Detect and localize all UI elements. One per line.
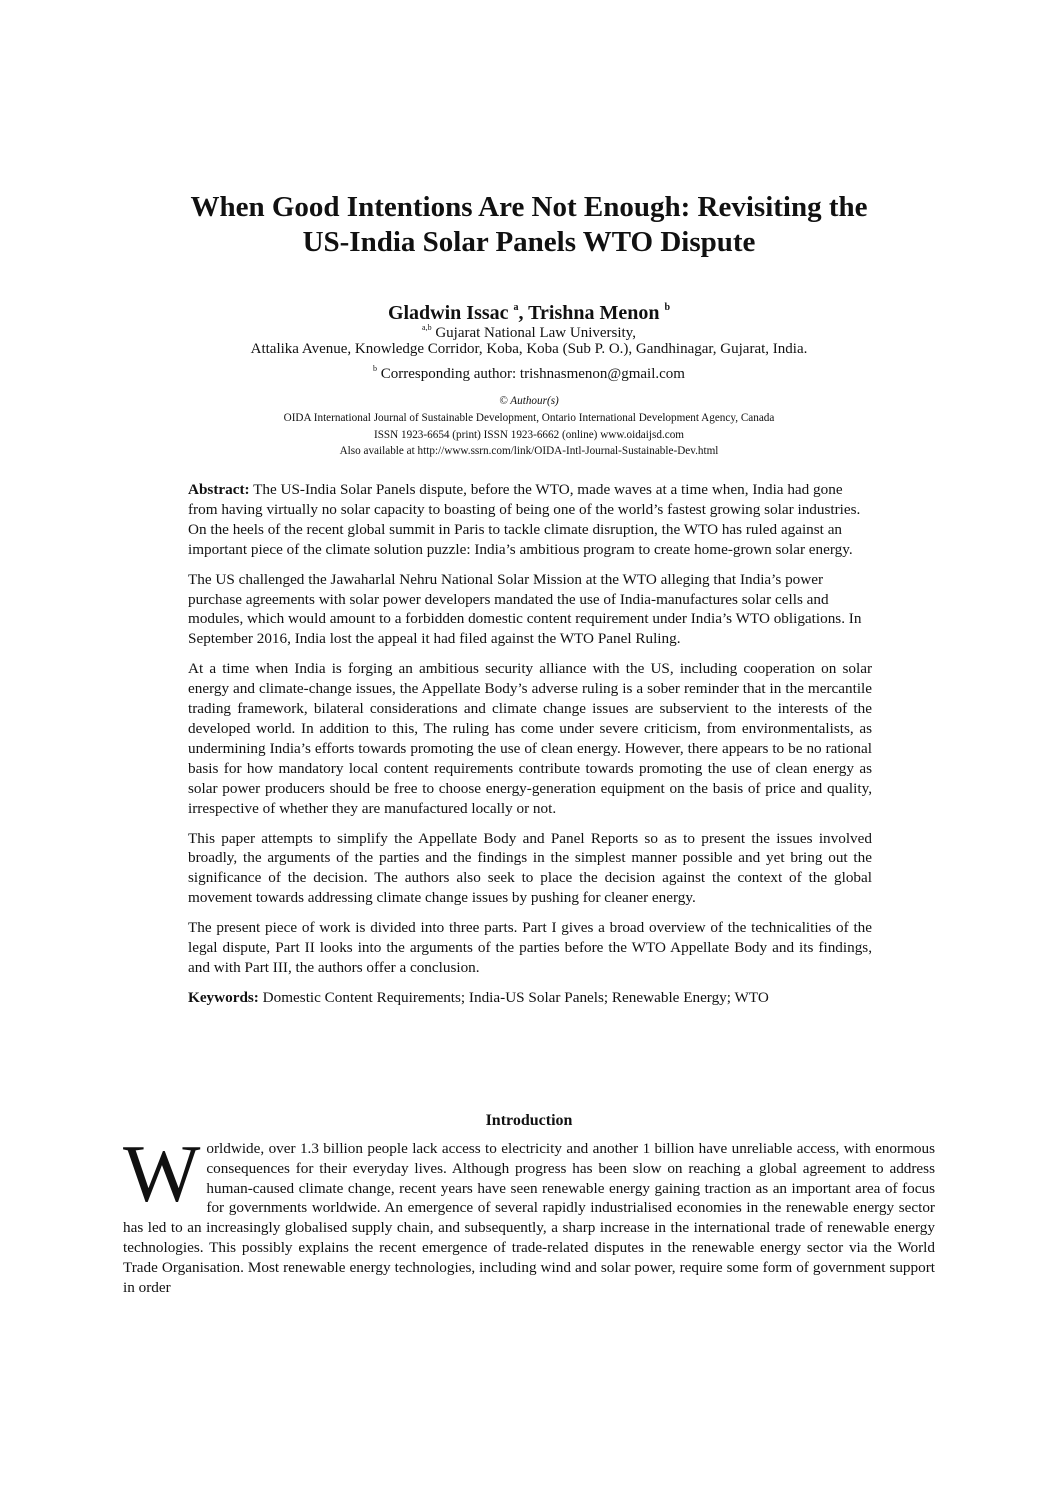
- university-name: Gujarat National Law University,: [431, 325, 636, 341]
- author-name: Gladwin Issac: [387, 302, 509, 324]
- availability-line: Also available at http://www.ssrn.com/link/OIDA-Intl-Journal-Sustainable-Dev.html: [339, 445, 719, 457]
- introduction-text: orldwide, over 1.3 billion people lack access to electricity and another 1 billion have unreliable access, with enormous consequences for their everyday lives. Although progress has been slow on reaching a global agreement to address human-caused climate change, recent years have seen renewable energy gaining traction as an important area of focus for governments worldwide. An emergence of several rapidly industrialised economies in the renewable energy sector has led to an increasingly globalised supply chain, and subsequently, a sharp increase in the international trade of renewable energy technologies. This possibly explains the recent emergence of trade-related disputes in the renewable energy sector via the World Trade Organisation. Most renewable energy technologies, including wind and solar power, require some form of government support in order: [123, 1140, 935, 1296]
- journal-name: OIDA International Journal of Sustainable Development, Ontario International Development Agency, Canada: [283, 412, 775, 424]
- abstract-paragraph: At a time when India is forging an ambitious security alliance with the US, including cooperation on solar energy and climate-change issues, the Appellate Body’s adverse ruling is a sober reminder that in the mercantile trading framework, bilateral considerations and climate change issues are subservient to the interests of the developed world. In addition to this, The ruling has come under severe criticism, from environmentalists, as undermining India’s efforts towards promoting the use of clean energy. However, there appears to be no rational basis for how mandatory local content requirements contribute towards promoting the use of clean energy as solar power producers should be free to choose energy-generation equipment on the basis of price and quality, irrespective of whether they are manufactured locally or not.: [188, 660, 872, 817]
- author-affiliation-mark: b: [664, 302, 671, 313]
- corresponding-mark: b: [373, 364, 378, 373]
- abstract-block: [188, 480, 872, 1018]
- drop-cap-letter: W: [123, 1128, 201, 1219]
- author-affiliation-mark: a: [513, 302, 519, 313]
- abstract-text: The US-India Solar Panels dispute, before the WTO, made waves at a time when, India had gone from having virtually no solar capacity to boasting of being one of the world’s fastest growing solar industries. On the heels of the recent global summit in Paris to tackle climate disruption, the WTO has ruled against an important piece of the climate solution puzzle: India’s ambitious program to create home-grown solar energy.: [188, 481, 861, 558]
- keywords-text: Domestic Content Requirements; India-US Solar Panels; Renewable Energy; WTO: [258, 988, 769, 1006]
- abstract-paragraph: This paper attempts to simplify the Appellate Body and Panel Reports so as to present the issues involved broadly, the arguments of the parties and the findings in the simplest manner possible and yet bring out the significance of the decision. The authors also seek to place the decision against the context of the global movement towards addressing climate change issues by pushing for cleaner energy.: [188, 829, 872, 907]
- affiliation-mark: a,b: [422, 323, 432, 332]
- abstract-paragraph: The US challenged the Jawaharlal Nehru National Solar Mission at the WTO alleging that India’s power purchase agreements with solar power developers mandated the use of India-manufactures solar cells and modules, which would amount to a forbidden domestic content requirement under India’s WTO obligations. In September 2016, India lost the appeal it had filed against the WTO Panel Ruling.: [188, 570, 862, 648]
- introduction-paragraph: [123, 1128, 935, 1297]
- keywords-line: [188, 988, 872, 1008]
- corresponding-author: [100, 359, 958, 384]
- abstract-paragraph: [188, 480, 872, 560]
- corresponding-email: Corresponding author: trishnasmenon@gmail.com: [377, 366, 685, 382]
- affiliation-address: Attalika Avenue, Knowledge Corridor, Koba, Koba (Sub P. O.), Gandhinagar, Gujarat, India.: [250, 341, 808, 357]
- paper-title-line-1: When Good Intentions Are Not Enough: Revisiting the: [190, 191, 868, 223]
- paper-title-line-2: US-India Solar Panels WTO Dispute: [302, 226, 756, 258]
- section-heading-introduction: Introduction: [485, 1112, 573, 1129]
- abstract-label: Abstract:: [188, 481, 250, 498]
- keywords-label: Keywords:: [188, 988, 259, 1006]
- author-separator: ,: [518, 302, 529, 324]
- copyright-line: © Authour(s): [499, 395, 559, 407]
- author-name: Trishna Menon: [528, 302, 660, 324]
- issn-line: ISSN 1923-6654 (print) ISSN 1923-6662 (online) www.oidaijsd.com: [373, 429, 684, 441]
- paper-title: [100, 190, 958, 260]
- abstract-paragraph: The present piece of work is divided into three parts. Part I gives a broad overview of the technicalities of the legal dispute, Part II looks into the arguments of the parties before the WTO Appellate Body and its findings, and with Part III, the authors offer a conclusion.: [188, 919, 872, 976]
